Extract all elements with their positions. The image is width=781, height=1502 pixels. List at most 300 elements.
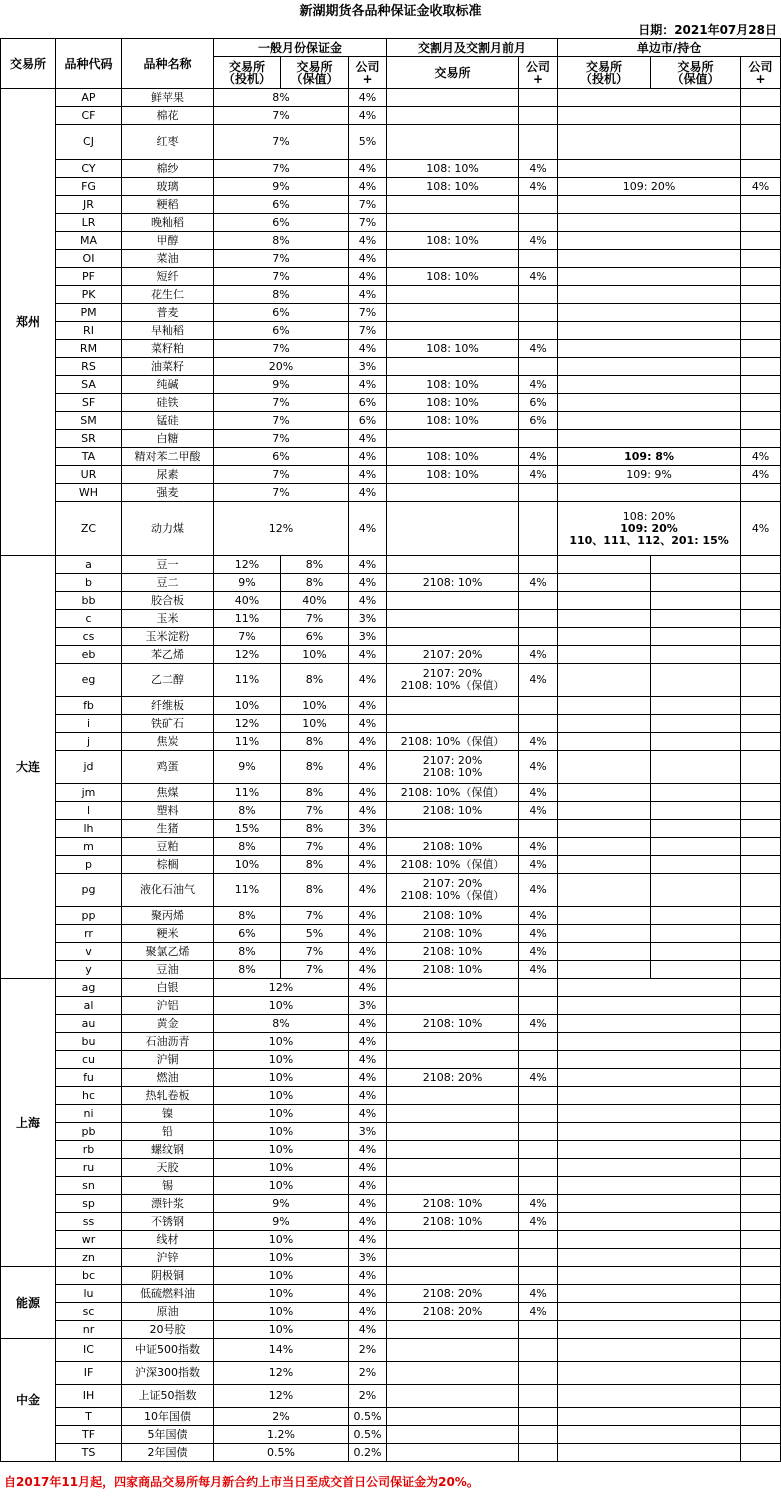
delivery-exchange <box>387 196 519 214</box>
margin-exchange: 8% <box>214 232 349 250</box>
single-company <box>741 1408 781 1426</box>
delivery-company: 4% <box>519 448 558 466</box>
margin-company: 4% <box>349 466 387 484</box>
margin-company: 4% <box>349 907 387 925</box>
product-code: JR <box>56 196 122 214</box>
page-title: 新湖期货各品种保证金收取标准 <box>299 4 482 19</box>
delivery-exchange <box>387 1087 519 1105</box>
product-code: b <box>56 574 122 592</box>
header-label: （保值） <box>290 71 339 86</box>
product-code: wr <box>56 1231 122 1249</box>
table-row <box>1 592 781 610</box>
single-hedge <box>651 574 741 592</box>
margin-company: 4% <box>349 784 387 802</box>
single-exchange <box>558 304 741 322</box>
product-name: 白银 <box>122 979 214 997</box>
product-name: 纯碱 <box>122 376 214 394</box>
delivery-company <box>519 1444 558 1462</box>
margin-company: 0.5% <box>349 1426 387 1444</box>
single-company <box>741 214 781 232</box>
delivery-exchange <box>387 715 519 733</box>
table-row <box>1 1159 781 1177</box>
single-hedge <box>651 784 741 802</box>
margin-hedge: 8% <box>281 874 349 907</box>
margin-company: 4% <box>349 838 387 856</box>
margin-company: 4% <box>349 160 387 178</box>
delivery-exchange <box>387 1051 519 1069</box>
table-row <box>1 1195 781 1213</box>
margin-exchange: 8% <box>214 286 349 304</box>
delivery-exchange: 2108: 10% <box>387 802 519 820</box>
delivery-company: 4% <box>519 1285 558 1303</box>
delivery-exchange: 108: 10% <box>387 340 519 358</box>
single-exchange <box>558 1123 741 1141</box>
margin-exchange: 7% <box>214 340 349 358</box>
product-name: 玻璃 <box>122 178 214 196</box>
product-code: cu <box>56 1051 122 1069</box>
delivery-exchange <box>387 107 519 125</box>
margin-company: 3% <box>349 1249 387 1267</box>
single-speculation <box>558 592 651 610</box>
product-code: RI <box>56 322 122 340</box>
single-exchange <box>558 160 741 178</box>
delivery-company <box>519 715 558 733</box>
product-code: lu <box>56 1285 122 1303</box>
single-exchange <box>558 89 741 107</box>
margin-exchange: 10% <box>214 1267 349 1285</box>
table-row <box>1 1231 781 1249</box>
single-company <box>741 1362 781 1385</box>
margin-company: 4% <box>349 1033 387 1051</box>
margin-exchange: 12% <box>214 1385 349 1408</box>
delivery-company: 4% <box>519 1015 558 1033</box>
single-speculation <box>558 646 651 664</box>
margin-hedge: 7% <box>281 961 349 979</box>
delivery-company: 4% <box>519 160 558 178</box>
margin-exchange: 0.5% <box>214 1444 349 1462</box>
single-exchange <box>558 232 741 250</box>
product-code: pg <box>56 874 122 907</box>
margin-company: 4% <box>349 1321 387 1339</box>
margin-exchange: 6% <box>214 448 349 466</box>
margin-table <box>0 38 781 1462</box>
single-company <box>741 286 781 304</box>
table-row <box>1 1303 781 1321</box>
delivery-exchange <box>387 664 519 697</box>
cell-line: 2108: 10% <box>422 766 483 779</box>
margin-exchange: 7% <box>214 484 349 502</box>
single-exchange <box>558 1285 741 1303</box>
delivery-exchange <box>387 502 519 556</box>
delivery-company <box>519 1362 558 1385</box>
margin-speculation: 8% <box>214 802 281 820</box>
delivery-exchange <box>387 820 519 838</box>
single-company <box>741 1033 781 1051</box>
single-company <box>741 268 781 286</box>
product-name: 甲醇 <box>122 232 214 250</box>
single-exchange <box>558 1303 741 1321</box>
single-company <box>741 1231 781 1249</box>
product-code: i <box>56 715 122 733</box>
product-code: IC <box>56 1339 122 1362</box>
delivery-exchange <box>387 1385 519 1408</box>
product-name: 2年国债 <box>122 1444 214 1462</box>
single-hedge <box>651 820 741 838</box>
single-company <box>741 979 781 997</box>
delivery-exchange <box>387 1444 519 1462</box>
delivery-exchange: 2108: 10%（保值） <box>387 856 519 874</box>
single-exchange <box>558 412 741 430</box>
delivery-exchange <box>387 592 519 610</box>
margin-exchange: 10% <box>214 1285 349 1303</box>
delivery-exchange <box>387 358 519 376</box>
table-row <box>1 286 781 304</box>
product-code: j <box>56 733 122 751</box>
single-exchange: 109: 9% <box>558 466 741 484</box>
margin-speculation: 8% <box>214 907 281 925</box>
single-exchange <box>558 394 741 412</box>
single-hedge <box>651 907 741 925</box>
margin-hedge: 8% <box>281 856 349 874</box>
product-name: 焦煤 <box>122 784 214 802</box>
product-code: bc <box>56 1267 122 1285</box>
product-code: ZC <box>56 502 122 556</box>
margin-speculation: 12% <box>214 715 281 733</box>
single-exchange <box>558 1213 741 1231</box>
product-name: 豆油 <box>122 961 214 979</box>
product-name: 上证50指数 <box>122 1385 214 1408</box>
margin-exchange: 7% <box>214 466 349 484</box>
single-company <box>741 820 781 838</box>
margin-speculation: 9% <box>214 751 281 784</box>
product-name: 早籼稻 <box>122 322 214 340</box>
table-row <box>1 1033 781 1051</box>
product-name: 铅 <box>122 1123 214 1141</box>
margin-exchange: 6% <box>214 196 349 214</box>
margin-hedge: 7% <box>281 802 349 820</box>
margin-speculation: 11% <box>214 733 281 751</box>
single-exchange <box>558 1249 741 1267</box>
product-code: TF <box>56 1426 122 1444</box>
margin-company: 6% <box>349 412 387 430</box>
margin-hedge: 7% <box>281 907 349 925</box>
margin-speculation: 8% <box>214 943 281 961</box>
margin-company: 3% <box>349 610 387 628</box>
header-label: + <box>362 71 373 86</box>
margin-company: 4% <box>349 943 387 961</box>
product-code: SF <box>56 394 122 412</box>
single-company <box>741 125 781 160</box>
single-company: 4% <box>741 502 781 556</box>
delivery-exchange: 2108: 20% <box>387 1285 519 1303</box>
product-code: WH <box>56 484 122 502</box>
header-exchange-speculation <box>214 57 281 89</box>
single-speculation <box>558 961 651 979</box>
margin-exchange: 9% <box>214 1213 349 1231</box>
exchange-name: 中金 <box>1 1339 56 1462</box>
single-exchange <box>558 1069 741 1087</box>
single-exchange <box>558 107 741 125</box>
delivery-company <box>519 322 558 340</box>
product-name: 沪铝 <box>122 997 214 1015</box>
delivery-company <box>519 1249 558 1267</box>
single-exchange <box>558 1033 741 1051</box>
margin-exchange: 10% <box>214 1177 349 1195</box>
margin-hedge: 8% <box>281 784 349 802</box>
product-name: 油菜籽 <box>122 358 214 376</box>
table-row <box>1 1339 781 1362</box>
product-code: c <box>56 610 122 628</box>
single-hedge <box>651 925 741 943</box>
delivery-exchange: 2108: 10% <box>387 925 519 943</box>
product-code: UR <box>56 466 122 484</box>
single-hedge <box>651 961 741 979</box>
margin-exchange: 10% <box>214 1051 349 1069</box>
table-row <box>1 268 781 286</box>
delivery-company <box>519 592 558 610</box>
margin-speculation: 11% <box>214 664 281 697</box>
delivery-company <box>519 820 558 838</box>
product-code: IF <box>56 1362 122 1385</box>
product-name: 5年国债 <box>122 1426 214 1444</box>
product-code: jm <box>56 784 122 802</box>
single-exchange <box>558 125 741 160</box>
delivery-exchange <box>387 751 519 784</box>
single-company <box>741 232 781 250</box>
table-row <box>1 1141 781 1159</box>
single-company <box>741 1051 781 1069</box>
header-row-1 <box>1 39 781 57</box>
margin-company: 4% <box>349 1303 387 1321</box>
delivery-company: 4% <box>519 574 558 592</box>
margin-company: 4% <box>349 715 387 733</box>
product-name: 棕榈 <box>122 856 214 874</box>
product-code: SM <box>56 412 122 430</box>
single-exchange <box>558 430 741 448</box>
table-row <box>1 466 781 484</box>
delivery-company <box>519 214 558 232</box>
margin-exchange: 12% <box>214 979 349 997</box>
single-company <box>741 1249 781 1267</box>
delivery-exchange <box>387 1339 519 1362</box>
delivery-exchange: 2108: 20% <box>387 1069 519 1087</box>
margin-company: 5% <box>349 125 387 160</box>
product-name: 精对苯二甲酸 <box>122 448 214 466</box>
margin-company: 4% <box>349 89 387 107</box>
single-company <box>741 1267 781 1285</box>
table-row <box>1 322 781 340</box>
single-exchange <box>558 1426 741 1444</box>
delivery-exchange: 108: 10% <box>387 448 519 466</box>
table-row <box>1 1385 781 1408</box>
margin-exchange: 7% <box>214 430 349 448</box>
delivery-company <box>519 610 558 628</box>
delivery-company: 4% <box>519 1213 558 1231</box>
single-exchange <box>558 250 741 268</box>
single-company <box>741 556 781 574</box>
delivery-company <box>519 1426 558 1444</box>
table-row <box>1 574 781 592</box>
product-code: FG <box>56 178 122 196</box>
single-exchange <box>558 1339 741 1362</box>
delivery-exchange: 2108: 10% <box>387 1015 519 1033</box>
margin-company: 4% <box>349 646 387 664</box>
margin-exchange: 14% <box>214 1339 349 1362</box>
margin-speculation: 12% <box>214 556 281 574</box>
margin-company: 4% <box>349 502 387 556</box>
margin-hedge: 8% <box>281 574 349 592</box>
delivery-exchange: 2108: 10%（保值） <box>387 733 519 751</box>
delivery-company <box>519 1033 558 1051</box>
single-company <box>741 715 781 733</box>
single-company: 4% <box>741 448 781 466</box>
margin-exchange: 10% <box>214 997 349 1015</box>
margin-exchange: 10% <box>214 1105 349 1123</box>
product-name: 沪锌 <box>122 1249 214 1267</box>
delivery-exchange: 108: 10% <box>387 412 519 430</box>
cell-line: 108: 20% <box>622 509 676 523</box>
single-exchange <box>558 340 741 358</box>
delivery-company: 4% <box>519 664 558 697</box>
margin-company: 0.2% <box>349 1444 387 1462</box>
single-exchange: 109: 20% <box>558 178 741 196</box>
delivery-company: 4% <box>519 838 558 856</box>
delivery-company: 6% <box>519 394 558 412</box>
delivery-company <box>519 1408 558 1426</box>
product-code: rr <box>56 925 122 943</box>
delivery-company <box>519 697 558 715</box>
margin-company: 0.5% <box>349 1408 387 1426</box>
delivery-exchange <box>387 997 519 1015</box>
header-single-side: 单边市/持仓 <box>558 39 781 57</box>
cell-line: 110、111、112、201: 15% <box>569 533 729 547</box>
table-row <box>1 628 781 646</box>
header-label: 交易所 <box>296 59 333 74</box>
margin-company: 4% <box>349 107 387 125</box>
delivery-company <box>519 196 558 214</box>
delivery-company <box>519 1051 558 1069</box>
margin-company: 3% <box>349 358 387 376</box>
product-code: OI <box>56 250 122 268</box>
product-name: 菜油 <box>122 250 214 268</box>
table-row <box>1 1408 781 1426</box>
margin-exchange: 8% <box>214 1015 349 1033</box>
product-code: AP <box>56 89 122 107</box>
product-name: 热轧卷板 <box>122 1087 214 1105</box>
margin-company: 4% <box>349 856 387 874</box>
product-name: 聚丙烯 <box>122 907 214 925</box>
margin-exchange: 9% <box>214 178 349 196</box>
product-name: 塑料 <box>122 802 214 820</box>
delivery-exchange: 108: 10% <box>387 232 519 250</box>
single-company <box>741 907 781 925</box>
product-name: 棉纱 <box>122 160 214 178</box>
header-exchange: 交易所 <box>1 39 56 89</box>
table-row <box>1 232 781 250</box>
margin-company: 4% <box>349 286 387 304</box>
margin-exchange: 7% <box>214 160 349 178</box>
table-row <box>1 107 781 125</box>
delivery-exchange: 2108: 10% <box>387 943 519 961</box>
single-exchange <box>558 1105 741 1123</box>
table-row <box>1 1267 781 1285</box>
margin-exchange: 7% <box>214 107 349 125</box>
single-company <box>741 304 781 322</box>
margin-company: 4% <box>349 574 387 592</box>
product-name: 燃油 <box>122 1069 214 1087</box>
product-name: 铁矿石 <box>122 715 214 733</box>
table-row <box>1 1426 781 1444</box>
product-code: l <box>56 802 122 820</box>
delivery-company <box>519 107 558 125</box>
table-row <box>1 502 781 556</box>
delivery-exchange <box>387 89 519 107</box>
table-row <box>1 943 781 961</box>
single-company <box>741 1105 781 1123</box>
single-company <box>741 250 781 268</box>
product-name: 乙二醇 <box>122 664 214 697</box>
margin-hedge: 8% <box>281 664 349 697</box>
margin-company: 4% <box>349 1087 387 1105</box>
delivery-company: 4% <box>519 376 558 394</box>
product-code: CJ <box>56 125 122 160</box>
margin-hedge: 8% <box>281 556 349 574</box>
product-code: CY <box>56 160 122 178</box>
delivery-company <box>519 430 558 448</box>
table-row <box>1 907 781 925</box>
single-hedge <box>651 838 741 856</box>
table-row <box>1 715 781 733</box>
product-code: nr <box>56 1321 122 1339</box>
single-exchange <box>558 1087 741 1105</box>
margin-company: 4% <box>349 268 387 286</box>
table-row <box>1 925 781 943</box>
single-hedge <box>651 556 741 574</box>
product-name: 10年国债 <box>122 1408 214 1426</box>
delivery-exchange <box>387 610 519 628</box>
product-code: CF <box>56 107 122 125</box>
product-name: 玉米淀粉 <box>122 628 214 646</box>
single-company <box>741 196 781 214</box>
table-row <box>1 610 781 628</box>
margin-hedge: 7% <box>281 610 349 628</box>
margin-exchange: 7% <box>214 412 349 430</box>
margin-hedge: 10% <box>281 646 349 664</box>
product-name: 生猪 <box>122 820 214 838</box>
single-speculation <box>558 802 651 820</box>
single-company <box>741 430 781 448</box>
header-label: （保值） <box>671 71 720 86</box>
cell-line: 2107: 20% <box>422 667 483 680</box>
product-code: al <box>56 997 122 1015</box>
single-company <box>741 394 781 412</box>
margin-company: 4% <box>349 1285 387 1303</box>
single-company <box>741 802 781 820</box>
margin-speculation: 9% <box>214 574 281 592</box>
margin-exchange: 10% <box>214 1303 349 1321</box>
margin-speculation: 10% <box>214 856 281 874</box>
delivery-company: 4% <box>519 751 558 784</box>
delivery-exchange: 2108: 10%（保值） <box>387 784 519 802</box>
table-row <box>1 1105 781 1123</box>
margin-hedge: 8% <box>281 733 349 751</box>
product-code: v <box>56 943 122 961</box>
single-company <box>741 376 781 394</box>
product-name: 低硫燃料油 <box>122 1285 214 1303</box>
margin-speculation: 12% <box>214 646 281 664</box>
delivery-company <box>519 556 558 574</box>
delivery-company <box>519 1141 558 1159</box>
